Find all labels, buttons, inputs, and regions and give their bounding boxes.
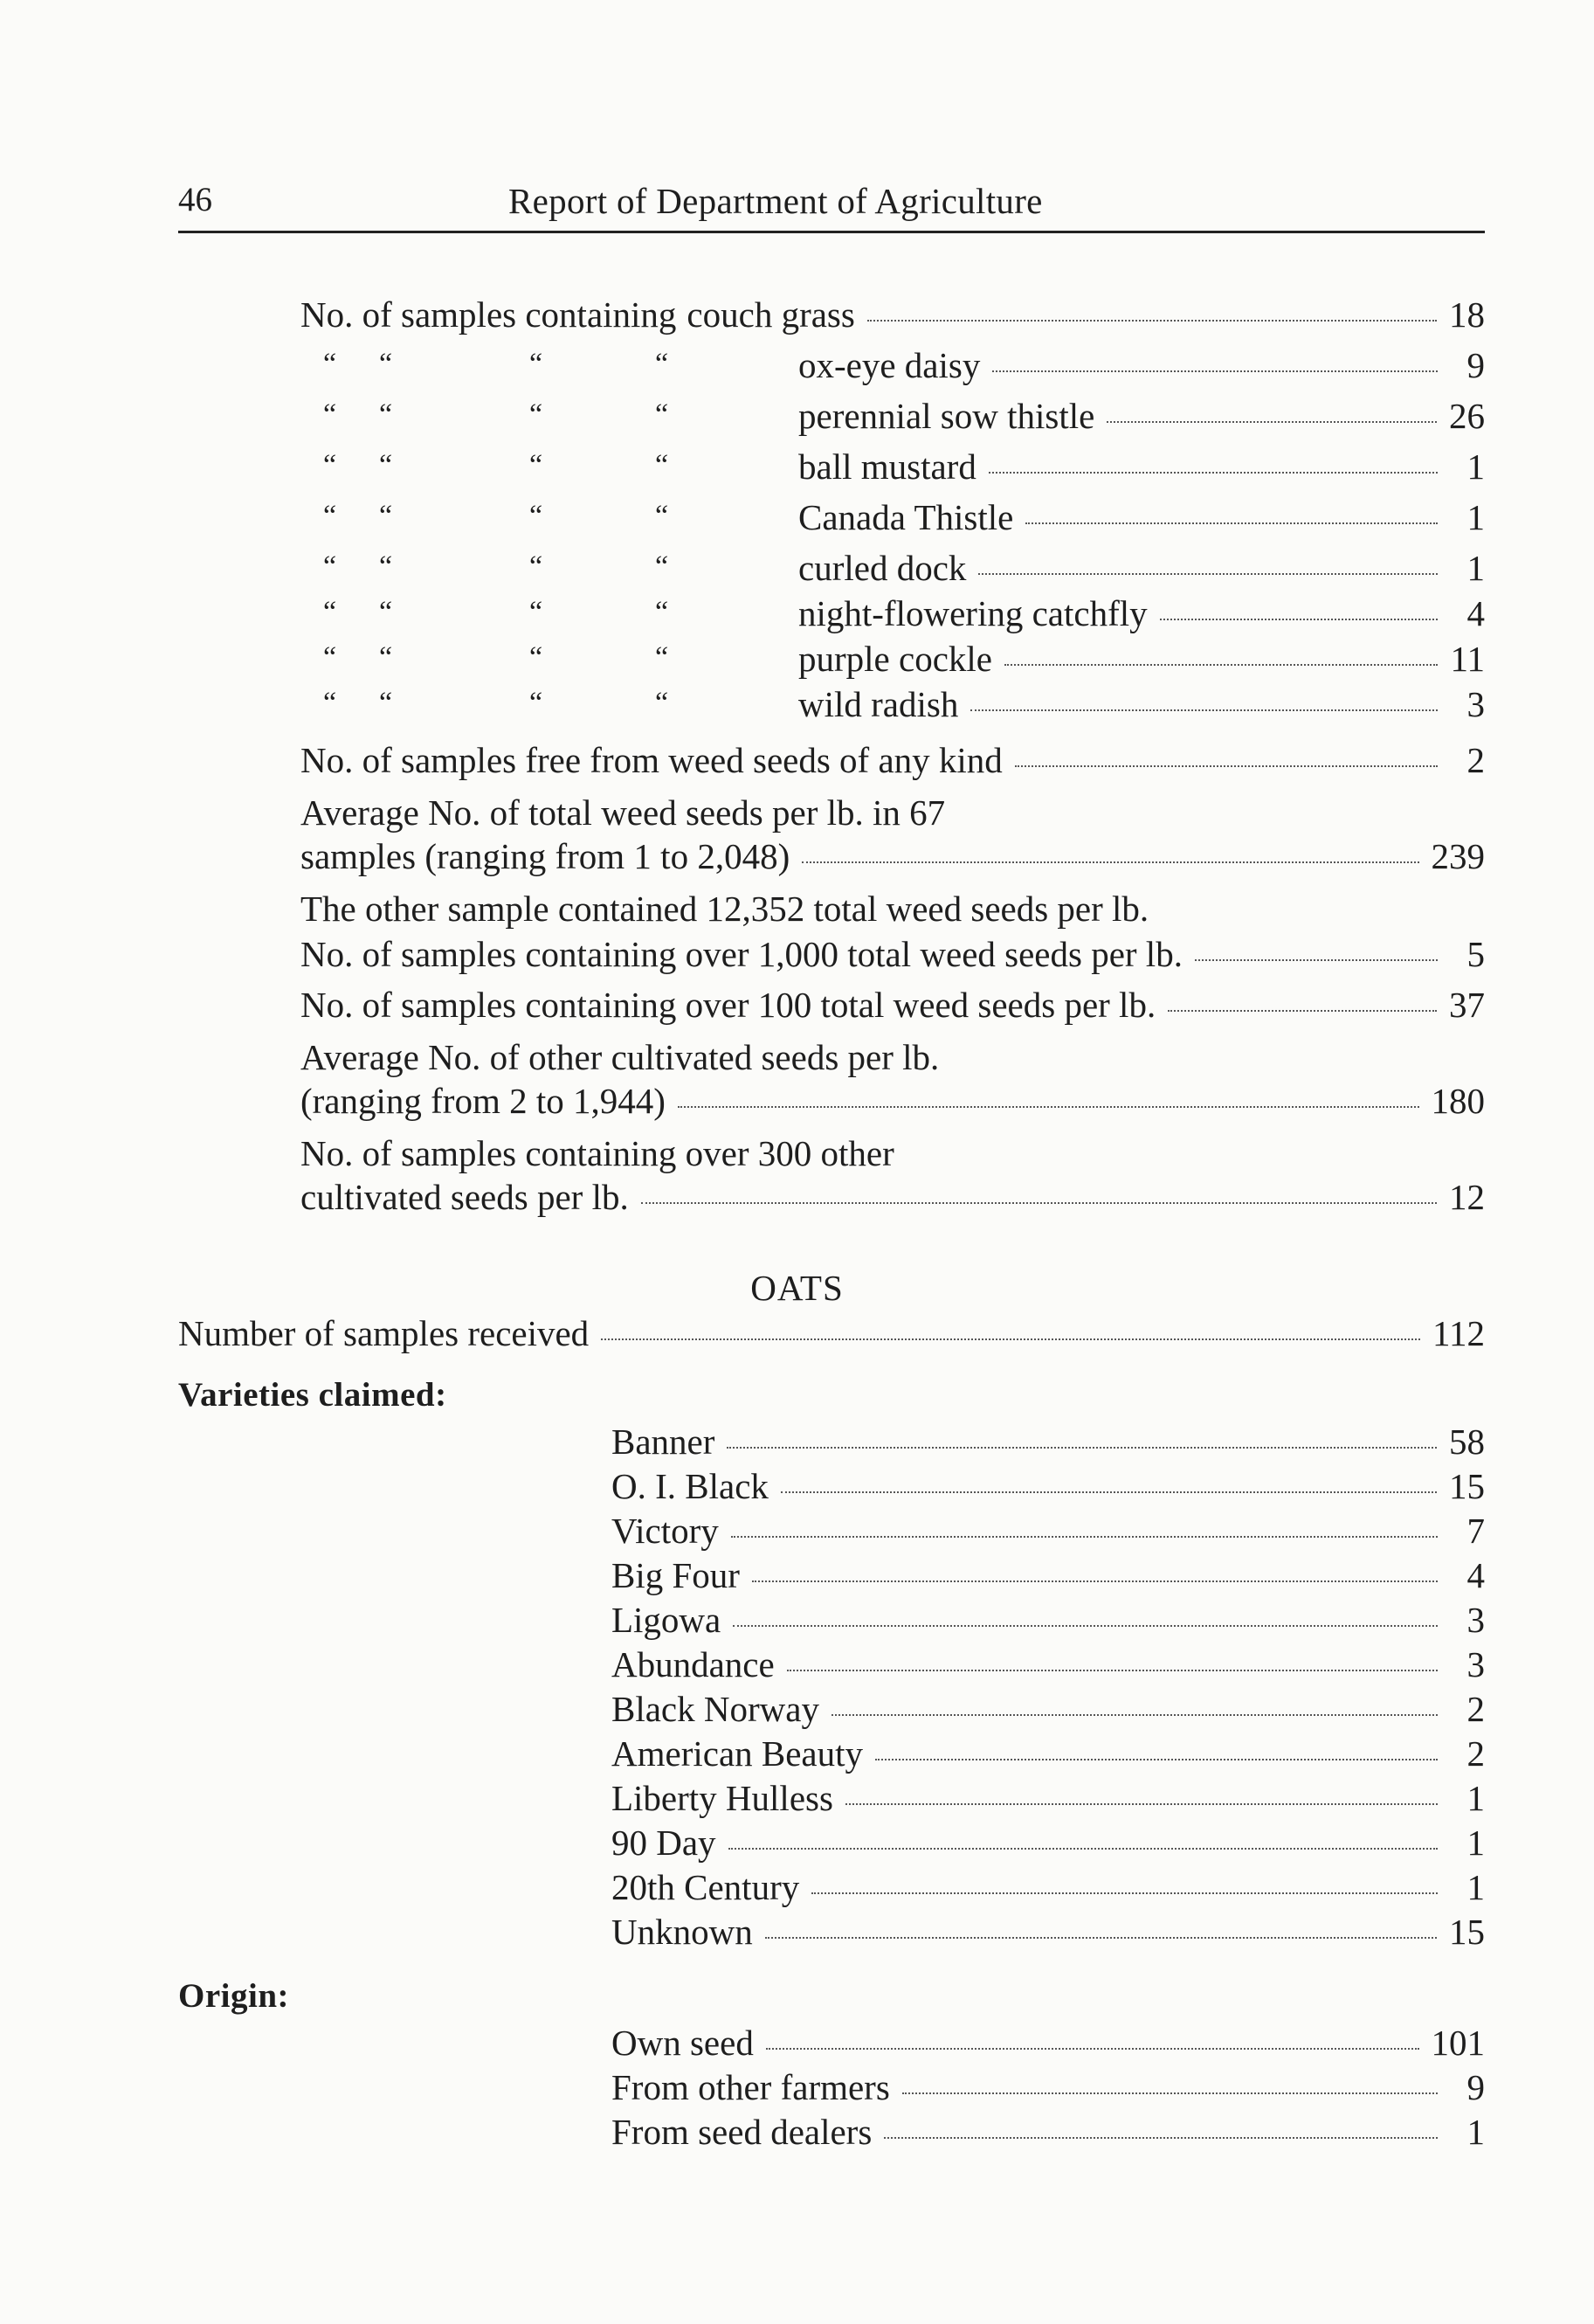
origin-name: From seed dealers <box>611 2112 873 2152</box>
ditto-mark: “ <box>323 596 337 628</box>
dot-leader <box>727 1447 1437 1449</box>
variety-name: Banner <box>611 1421 715 1462</box>
weed-count: 1 <box>1466 446 1485 487</box>
variety-count: 7 <box>1466 1511 1485 1551</box>
variety-count: 1 <box>1466 1867 1485 1907</box>
variety-count: 15 <box>1449 1912 1485 1952</box>
header-rule <box>178 231 1485 233</box>
dot-leader <box>678 1106 1419 1108</box>
variety-name: 90 Day <box>611 1823 716 1863</box>
ditto-mark: “ <box>655 550 669 583</box>
weed-row-curled-dock <box>300 550 1485 592</box>
variety-count: 3 <box>1466 1600 1485 1640</box>
dot-leader <box>1015 765 1438 767</box>
ditto-mark: “ <box>323 687 337 719</box>
variety-row <box>611 1914 1485 1956</box>
dot-leader <box>875 1759 1438 1760</box>
variety-name: Unknown <box>611 1912 753 1952</box>
dot-leader <box>641 1202 1437 1204</box>
avg-other-row <box>300 1083 1485 1125</box>
ditto-mark: “ <box>655 500 669 532</box>
ditto-mark: “ <box>655 641 669 674</box>
dot-leader <box>731 1536 1438 1538</box>
ditto-mark: “ <box>529 641 543 674</box>
dot-leader <box>1195 959 1438 961</box>
ditto-mark: “ <box>379 550 393 583</box>
dot-leader <box>765 1937 1437 1939</box>
dot-leader <box>733 1625 1438 1627</box>
ditto-mark: “ <box>529 500 543 532</box>
dot-leader <box>728 1848 1438 1850</box>
weed-count: 1 <box>1466 497 1485 537</box>
variety-row <box>611 1513 1485 1555</box>
weed-count: 3 <box>1466 684 1485 724</box>
ditto-mark: “ <box>323 449 337 481</box>
over-100-value: 37 <box>1449 985 1485 1025</box>
weed-count: 11 <box>1450 639 1485 679</box>
ditto-mark: “ <box>323 550 337 583</box>
ditto-mark: “ <box>323 500 337 532</box>
samples-free-value: 2 <box>1466 740 1485 780</box>
variety-row <box>611 1466 1485 1511</box>
variety-row <box>611 1602 1485 1644</box>
over-1000-row <box>300 934 1485 979</box>
weed-entry <box>798 641 1485 683</box>
ditto-mark: “ <box>655 596 669 628</box>
weed-count: 18 <box>1449 294 1485 335</box>
dot-leader <box>989 472 1438 474</box>
weed-entry <box>798 550 1485 592</box>
variety-row <box>611 1421 1485 1466</box>
weed-row-perennial-sow-thistle <box>300 398 1485 440</box>
variety-row <box>611 1691 1485 1733</box>
ditto-mark: “ <box>529 596 543 628</box>
other-sample-line: The other sample contained 12,352 total weed seeds per lb. <box>300 889 1149 929</box>
variety-count: 4 <box>1466 1555 1485 1595</box>
samples-received-row <box>178 1313 1485 1358</box>
dot-leader <box>845 1803 1438 1805</box>
origin-count: 101 <box>1431 2023 1485 2063</box>
weed-row-purple-cockle <box>300 641 1485 683</box>
dot-leader <box>1025 522 1438 524</box>
weed-count: 1 <box>1466 548 1485 588</box>
weed-name: curled dock <box>798 548 967 588</box>
weed-row-wild-radish <box>300 684 1485 729</box>
ditto-mark: “ <box>655 449 669 481</box>
weed-entry <box>798 398 1485 440</box>
ditto-mark: “ <box>323 641 337 674</box>
samples-received-value: 112 <box>1432 1313 1485 1353</box>
variety-name: 20th Century <box>611 1867 800 1907</box>
ditto-mark: “ <box>379 500 393 532</box>
ditto-mark: “ <box>323 398 337 431</box>
weed-entry <box>798 684 1485 729</box>
weed-entry <box>798 497 1485 542</box>
origin-count: 1 <box>1466 2112 1485 2152</box>
dot-leader <box>1168 1010 1437 1012</box>
dot-leader <box>1160 619 1438 620</box>
over-100-row <box>300 987 1485 1029</box>
weed-row-ball-mustard <box>300 446 1485 491</box>
over-300-line1: No. of samples containing over 300 other <box>300 1133 894 1173</box>
weed-name: purple cockle <box>798 639 992 679</box>
dot-leader <box>1107 421 1437 423</box>
variety-name: Ligowa <box>611 1600 721 1640</box>
over-1000-value: 5 <box>1466 934 1485 974</box>
weed-row-canada-thistle <box>300 497 1485 542</box>
avg-other-value: 180 <box>1431 1081 1485 1121</box>
samples-received-label: Number of samples received <box>178 1313 590 1353</box>
running-title: Report of Department of Agriculture <box>508 181 1043 221</box>
ditto-mark: “ <box>529 449 543 481</box>
over-300-value: 12 <box>1449 1177 1485 1217</box>
avg-total-line1: Average No. of total weed seeds per lb. in 67 <box>300 792 946 833</box>
avg-other-line1: Average No. of other cultivated seeds per lb. <box>300 1037 940 1077</box>
weed-name: Canada Thistle <box>798 497 1014 537</box>
variety-count: 58 <box>1449 1421 1485 1462</box>
ditto-mark: “ <box>379 641 393 674</box>
over-300-label: cultivated seeds per lb. <box>300 1177 629 1217</box>
origin-row <box>611 2025 1485 2067</box>
dot-leader <box>832 1714 1438 1716</box>
over-100-label: No. of samples containing over 100 total weed seeds per lb. <box>300 985 1156 1025</box>
weed-count: 4 <box>1466 593 1485 633</box>
dot-leader <box>1004 664 1438 666</box>
variety-count: 2 <box>1466 1689 1485 1729</box>
over-1000-label: No. of samples containing over 1,000 total weed seeds per lb. <box>300 934 1183 974</box>
ditto-mark: “ <box>379 449 393 481</box>
variety-count: 1 <box>1466 1778 1485 1818</box>
dot-leader <box>781 1491 1437 1493</box>
weed-count: 9 <box>1466 345 1485 385</box>
weed-name: night-flowering catchfly <box>798 593 1148 633</box>
dot-leader <box>884 2137 1438 2139</box>
oats-section-title: OATS <box>750 1268 844 1308</box>
weed-name: wild radish <box>798 684 959 724</box>
dot-leader <box>867 320 1437 322</box>
origin-count: 9 <box>1466 2067 1485 2107</box>
dot-leader <box>902 2092 1438 2094</box>
origin-name: From other farmers <box>611 2067 890 2107</box>
samples-free-label: No. of samples free from weed seeds of any kind <box>300 740 1003 780</box>
page-number: 46 <box>178 181 212 218</box>
dot-leader <box>811 1892 1438 1894</box>
ditto-mark: “ <box>379 687 393 719</box>
variety-name: Black Norway <box>611 1689 819 1729</box>
dot-leader <box>978 573 1438 575</box>
weed-row-ox-eye-daisy <box>300 345 1485 390</box>
varieties-claimed-heading: Varieties claimed: <box>178 1376 447 1414</box>
origin-heading: Origin: <box>178 1977 289 2015</box>
dot-leader <box>802 861 1418 863</box>
weed-row-prefix: No. of samples containing <box>300 294 677 335</box>
origin-row <box>611 2067 1485 2112</box>
variety-name: Abundance <box>611 1644 775 1684</box>
dot-leader <box>787 1670 1438 1671</box>
ditto-mark: “ <box>323 348 337 380</box>
ditto-mark: “ <box>655 398 669 431</box>
variety-count: 3 <box>1466 1644 1485 1684</box>
ditto-mark: “ <box>529 398 543 431</box>
dot-leader <box>752 1580 1438 1582</box>
avg-total-row <box>300 836 1485 881</box>
origin-row <box>611 2114 1485 2156</box>
variety-row <box>611 1644 1485 1689</box>
variety-row <box>611 1867 1485 1912</box>
ditto-mark: “ <box>655 348 669 380</box>
weed-entry <box>798 345 1485 390</box>
dot-leader <box>601 1338 1420 1340</box>
weed-row-couch-grass <box>300 294 1485 339</box>
ditto-mark: “ <box>379 348 393 380</box>
dot-leader <box>970 709 1438 711</box>
variety-count: 1 <box>1466 1823 1485 1863</box>
weed-entry <box>798 593 1485 638</box>
ditto-mark: “ <box>379 398 393 431</box>
variety-count: 15 <box>1449 1466 1485 1506</box>
dot-leader <box>992 370 1438 372</box>
dot-leader <box>766 2048 1419 2050</box>
avg-total-value: 239 <box>1431 836 1485 876</box>
variety-name: O. I. Black <box>611 1466 769 1506</box>
weed-row-night-flowering-catchfly <box>300 593 1485 638</box>
samples-free-row <box>300 740 1485 785</box>
variety-row <box>611 1825 1485 1867</box>
variety-name: Victory <box>611 1511 719 1551</box>
avg-total-label: samples (ranging from 1 to 2,048) <box>300 836 790 876</box>
ditto-mark: “ <box>529 348 543 380</box>
variety-name: American Beauty <box>611 1733 864 1774</box>
variety-name: Liberty Hulless <box>611 1778 833 1818</box>
weed-entry <box>798 446 1485 491</box>
variety-row <box>611 1733 1485 1778</box>
variety-name: Big Four <box>611 1555 740 1595</box>
weed-name: ball mustard <box>798 446 976 487</box>
avg-other-label: (ranging from 2 to 1,944) <box>300 1081 666 1121</box>
ditto-mark: “ <box>655 687 669 719</box>
origin-name: Own seed <box>611 2023 754 2063</box>
ditto-mark: “ <box>379 596 393 628</box>
weed-name: couch grass <box>687 294 855 335</box>
ditto-mark: “ <box>529 687 543 719</box>
over-300-row <box>300 1179 1485 1221</box>
variety-count: 2 <box>1466 1733 1485 1774</box>
variety-row <box>611 1778 1485 1823</box>
ditto-mark: “ <box>529 550 543 583</box>
variety-row <box>611 1555 1485 1600</box>
weed-count: 26 <box>1449 396 1485 436</box>
weed-name: perennial sow thistle <box>798 396 1095 436</box>
weed-name: ox-eye daisy <box>798 345 981 385</box>
